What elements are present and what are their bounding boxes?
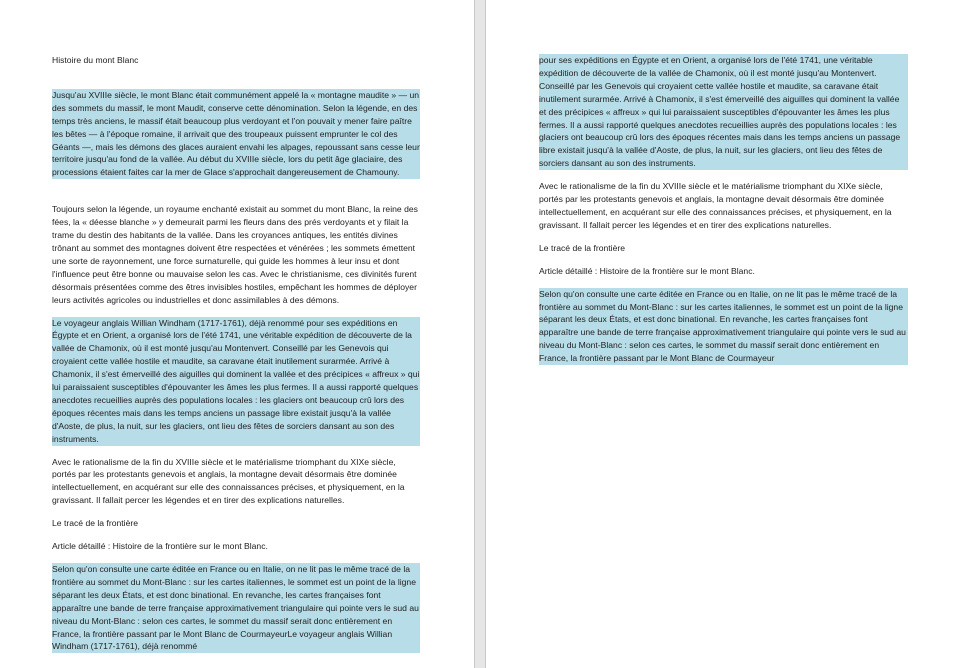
page-gutter [474, 0, 486, 668]
paragraph: Toujours selon la légende, un royaume enchanté existait au sommet du mont Blanc, la reine des fées, la « déesse blanche » y demeurait parmi les fleurs dans des prés verdoyants et y filait la trame du destin des habitants de la vallée. Dans les croyances antiques, les entités divines trônant au sommet des montagnes doivent être respectées et vénérées ; les sommets émettent une sorte de rayonnement, une force surnaturelle, qui guide les hommes à leur insu et dont l'influence peut être bonne ou mauvaise selon les cas. Avec le christianisme, ces divinités furent désormais présentées comme des êtres invisibles hostiles, empêchant les hommes de déployer leurs activités agricoles ou industrielles et donc assimilables à des démons. [52, 204, 418, 305]
article-reference: Article détaillé : Histoire de la frontière sur le mont Blanc. [52, 541, 268, 552]
paragraph-highlighted: Selon qu'on consulte une carte éditée en France ou en Italie, on ne lit pas le même tracé de la frontière au sommet du Mont-Blanc : sur les cartes italiennes, le sommet est un point de la ligne séparant les deux États, et est donc binational. En revanche, les cartes françaises font apparaître une bande de terre française approximativement triangulaire qui pointe vers le sud au niveau du Mont-Blanc : selon ces cartes, le sommet du massif serait donc entièrement en France, la frontière passant par le Mont Blanc de Courmayeur [539, 288, 908, 365]
paragraph-highlighted: pour ses expéditions en Égypte et en Orient, a organisé lors de l'été 1741, une véritable expédition de découverte de la vallée de Chamonix, où il est monté jusqu'au Montenvert. Conseillé par les Genevois qui croyaient cette vallée hostile et maudite, sa caravane était inutilement surarmée. Arrivé à Chamonix, il s'est émerveillé des aiguilles qui dominent la vallée et des précipices « affreux » qui lui paraissaient susceptibles d'épouvanter les âmes les plus fermes. Il a aussi rapporté quelques anecdotes recueillies auprès des populations locales : les glaciers ont beaucoup crû lors des époques récentes mais dans les temps anciens un passage libre existait jusqu'à la vallée d'Aoste, de plus, la nuit, sur les glaciers, ont lieu des fêtes de sorciers dansant au son des instruments. [539, 54, 908, 170]
document-page-left [0, 0, 474, 668]
paragraph: Avec le rationalisme de la fin du XVIIIe siècle et le matérialisme triomphant du XIXe siècle, portés par les protestants genevois et anglais, la montagne devait désormais être dominée intellectuellement, en acquérant sur elle des connaissances précises, et physiquement, en la gravissant. Il fallait percer les légendes et en tirer des explications naturelles. [52, 456, 405, 506]
document-title: Histoire du mont Blanc [52, 55, 139, 65]
paragraph-highlighted: Le voyageur anglais Willian Windham (1717-1761), déjà renommé pour ses expéditions en Égypte et en Orient, a organisé lors de l'été 1741, une véritable expédition de découverte de la vallée de Chamonix, où il est monté jusqu'au Montenvert. Conseillé par les Genevois qui croyaient cette vallée hostile et maudite, sa caravane était inutilement surarmée. Arrivé à Chamonix, il s'est émerveillé des aiguilles qui dominent la vallée et des précipices « affreux » qui lui paraissaient susceptibles d'épouvanter les âmes les plus fermes. Il a aussi rapporté quelques anecdotes recueillies auprès des populations locales : les glaciers ont beaucoup crû lors des époques récentes mais dans les temps anciens un passage libre existait jusqu'à la vallée d'Aoste, de plus, la nuit, sur les glaciers, ont lieu des fêtes de sorciers dansant au son des instruments. [52, 317, 420, 444]
empty-paragraph [52, 189, 420, 203]
document-page-right [486, 0, 960, 668]
paragraph-highlighted: Jusqu'au XVIIIe siècle, le mont Blanc était communément appelé la « montagne maudite » — un des sommets du massif, le mont Maudit, conserve cette dénomination. Selon la légende, en des temps très anciens, le massif était beaucoup plus verdoyant et l'on pouvait y mener faire paître les bêtes — à l'époque romaine, il arrivait que des troupeaux puissent emprunter le col des Géants —, mais les démons des glaces auraient envahi les alpages, repoussant sans cesse leur territoire jusqu'au fond de la vallée. Au début du XVIIIe siècle, lors du petit âge glaciaire, des processions étaient faites car la mer de Glace s'approchait dangereusement de Chamouny. [52, 89, 420, 178]
section-heading: Le tracé de la frontière [539, 242, 625, 253]
article-reference: Article détaillé : Histoire de la frontière sur le mont Blanc. [539, 265, 755, 276]
paragraph-highlighted: Selon qu'on consulte une carte éditée en France ou en Italie, on ne lit pas le même tracé de la frontière au sommet du Mont-Blanc : sur les cartes italiennes, le sommet est un point de la ligne séparant les deux États, et est donc binational. En revanche, les cartes françaises font apparaître une bande de terre française approximativement triangulaire qui pointe vers le sud au niveau du Mont-Blanc : selon ces cartes, le sommet du massif serait donc entièrement en France, la frontière passant par le Mont Blanc de CourmayeurLe voyageur anglais Willian Windham (1717-1761), déjà renommé [52, 564, 419, 652]
section-heading: Le tracé de la frontière [52, 518, 138, 529]
paragraph: Avec le rationalisme de la fin du XVIIIe siècle et le matérialisme triomphant du XIXe siècle, portés par les protestants genevois et anglais, la montagne devait désormais être dominée intellectuellement, en acquérant sur elle des connaissances précises, et physiquement, en la gravissant. Il fallait percer les légendes et en tirer des explications naturelles. [539, 181, 892, 230]
